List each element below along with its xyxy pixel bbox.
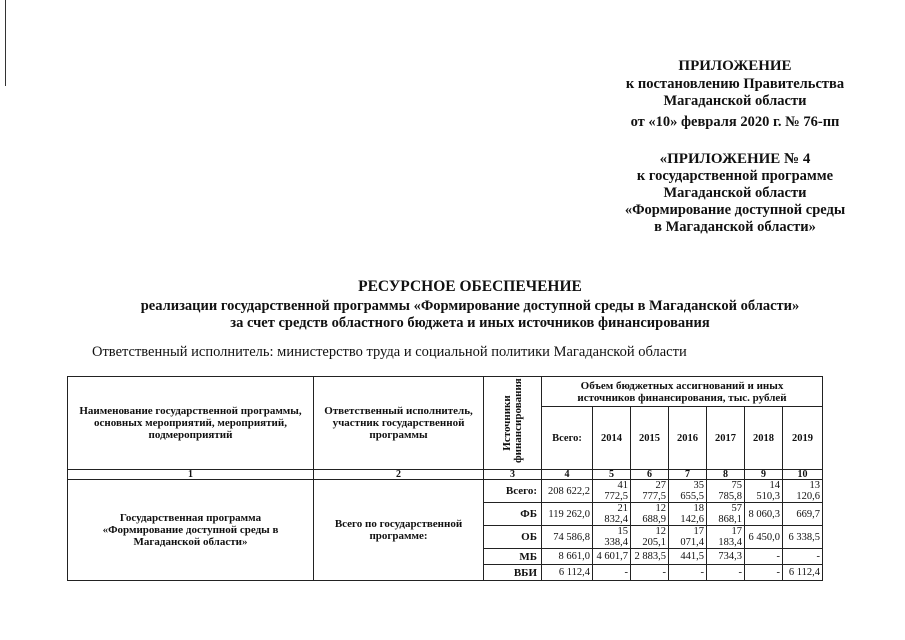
column-number: 3 [484,470,542,480]
appendix-title-2: «ПРИЛОЖЕНИЕ № 4 [659,151,811,167]
value-cell: 14 510,3 [745,480,783,503]
value-cell: 4 601,7 [593,549,631,565]
value-cell: 17 071,4 [669,526,707,549]
value-cell: 18 142,6 [669,503,707,526]
appendix-line-2: в Магаданской области» [654,219,816,235]
appendix-line: Магаданской области [663,93,807,109]
value-cell: 35 655,5 [669,480,707,503]
value-cell: 27 777,5 [631,480,669,503]
value-cell: - [745,565,783,581]
program-executor-cell: Всего по государственной программе: [314,480,484,581]
value-cell: - [593,565,631,581]
appendix-line: от «10» февраля 2020 г. № 76-пп [630,114,840,130]
appendix-line: к постановлению Правительства [625,76,845,92]
value-cell: - [707,565,745,581]
header-year: 2014 [593,407,631,470]
value-cell: 75 785,8 [707,480,745,503]
value-cell: - [783,549,823,565]
column-number: 1 [68,470,314,480]
header-total: Всего: [542,407,593,470]
header-sources [484,377,542,470]
source-cell: ОБ [484,526,542,549]
header-volume: Объем бюджетных ассигнований и иных источников финансирования, тыс. рублей [542,377,823,407]
column-number: 10 [783,470,823,480]
column-number: 5 [593,470,631,480]
column-number: 2 [314,470,484,480]
column-number: 9 [745,470,783,480]
value-cell: 669,7 [783,503,823,526]
value-cell: 8 060,3 [745,503,783,526]
header-year: 2015 [631,407,669,470]
document-subtitle [50,298,890,332]
header-name: Наименование государственной программы, основных мероприятий, мероприятий, подмероприятий [68,377,314,470]
header-sources-label: Источники финансирования [500,378,524,463]
source-cell: МБ [484,549,542,565]
source-cell: ВБИ [484,565,542,581]
document-title: РЕСУРСНОЕ ОБЕСПЕЧЕНИЕ [358,278,582,295]
table-row [68,480,823,503]
header-year: 2019 [783,407,823,470]
value-cell: 13 120,6 [783,480,823,503]
value-cell: 12 205,1 [631,526,669,549]
value-cell: - [669,565,707,581]
value-cell: 441,5 [669,549,707,565]
source-cell: ФБ [484,503,542,526]
column-number: 7 [669,470,707,480]
page-edge-line [5,0,6,86]
value-cell: 12 688,9 [631,503,669,526]
value-cell: 8 661,0 [542,549,593,565]
value-cell: 57 868,1 [707,503,745,526]
value-cell: 6 450,0 [745,526,783,549]
value-cell: 41 772,5 [593,480,631,503]
header-year: 2017 [707,407,745,470]
value-cell: 15 338,4 [593,526,631,549]
responsible-executor: Ответственный исполнитель: министерство труда и социальной политики Магаданской области [92,344,687,360]
source-cell: Всего: [484,480,542,503]
header-year: 2016 [669,407,707,470]
appendix-title: ПРИЛОЖЕНИЕ [678,58,792,74]
value-cell: 119 262,0 [542,503,593,526]
value-cell: 74 586,8 [542,526,593,549]
value-cell: - [745,549,783,565]
column-number: 6 [631,470,669,480]
value-cell: 6 112,4 [542,565,593,581]
subtitle-line-2: за счет средств областного бюджета и иных источников финансирования [230,315,710,331]
appendix-line-2: «Формирование доступной среды [624,202,846,218]
value-cell: 2 883,5 [631,549,669,565]
column-number: 4 [542,470,593,480]
header-year: 2018 [745,407,783,470]
program-name-cell: Государственная программа «Формирование доступной среды в Магаданской области» [68,480,314,581]
value-cell: - [631,565,669,581]
resource-table [67,376,823,581]
appendix-line-2: к государственной программе [636,168,834,184]
value-cell: 17 183,4 [707,526,745,549]
value-cell: 208 622,2 [542,480,593,503]
value-cell: 6 338,5 [783,526,823,549]
resource-table-wrap [67,376,823,581]
value-cell: 734,3 [707,549,745,565]
subtitle-line-1: реализации государственной программы «Формирование доступной среды в Магаданской области» [140,298,800,314]
header-executor: Ответственный исполнитель, участник государственной программы [314,377,484,470]
value-cell: 6 112,4 [783,565,823,581]
value-cell: 21 832,4 [593,503,631,526]
column-number: 8 [707,470,745,480]
appendix-line-2: Магаданской области [663,185,807,201]
appendix-block [590,58,880,236]
